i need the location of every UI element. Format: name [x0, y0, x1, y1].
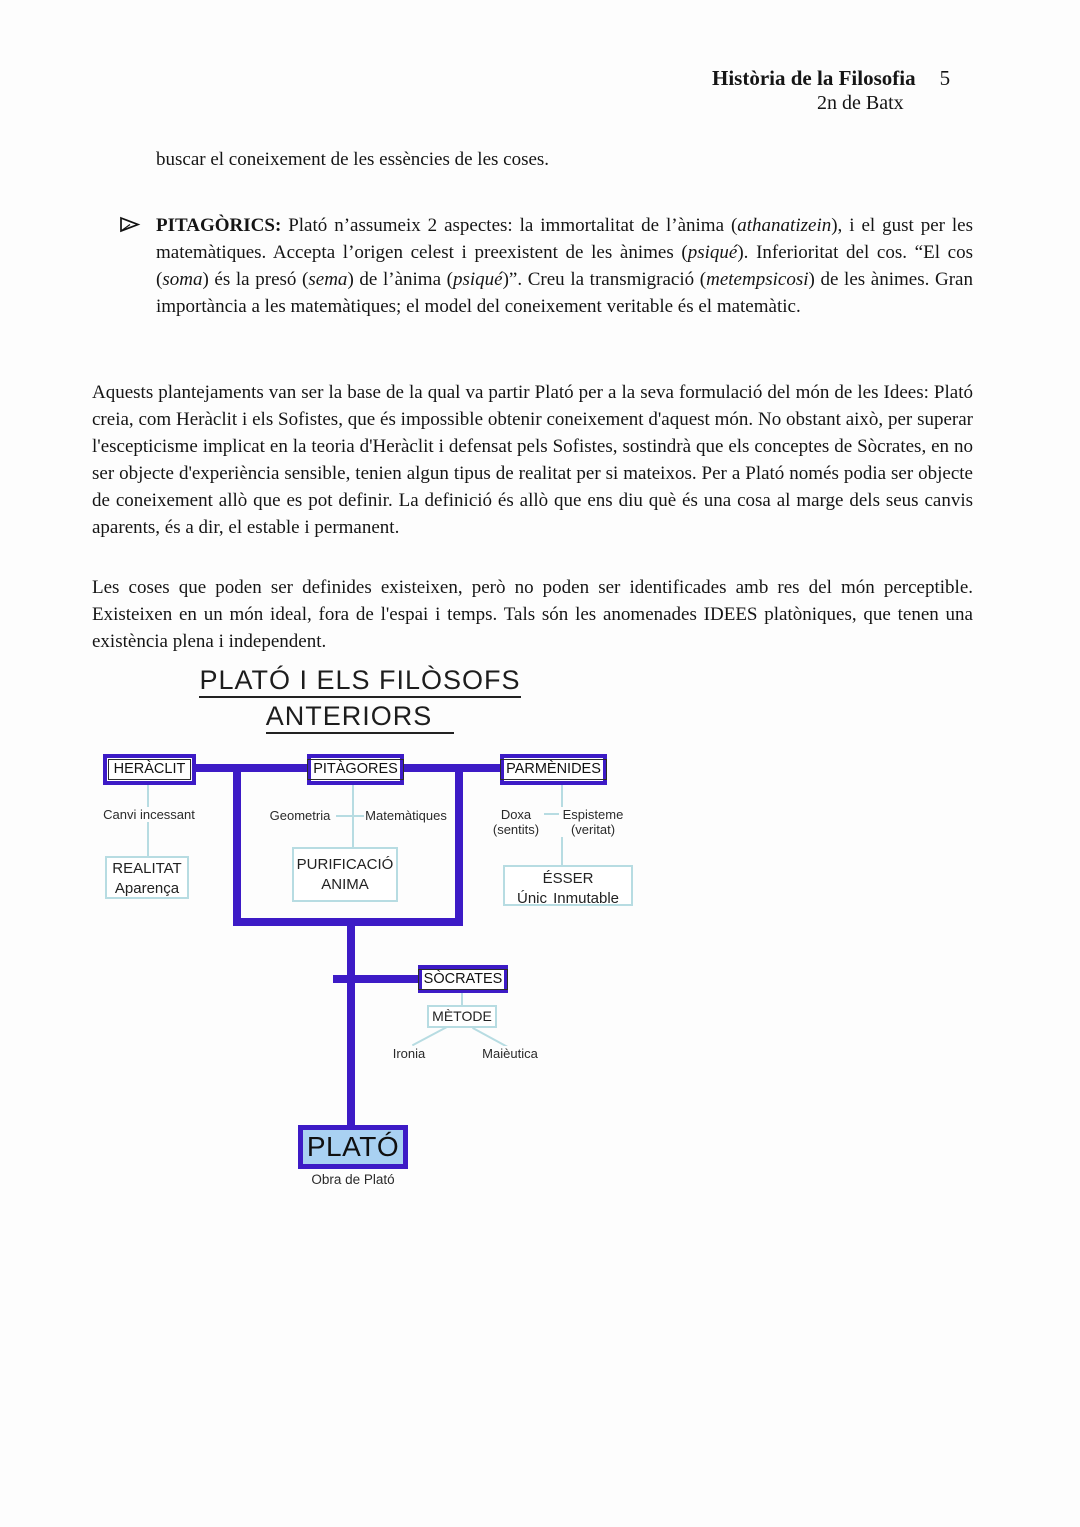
node-esser — [503, 865, 633, 906]
node-purificacio — [292, 847, 398, 902]
paragraph-2: Les coses que poden ser definides existeixen, però no poden ser identificades amb res del món perceptible. Existeixen en un món ideal, fora de l'espai i temps. Tals són les anomenades IDEES platòniques, que tenen una existència plena i independent. — [92, 577, 973, 652]
node-socrates-label: SÒCRATES — [418, 969, 509, 990]
paragraph-1: Aquests plantejaments van ser la base de la qual va partir Plató per a la seva formulació del món de les Idees: Plató creia, com Heràclit i els Sofistes, que és impossible obtenir coneixement d'aquest món. No obstant això, per superar l'escepticisme implicat en la teoria d'Heràclit i defensat pels Sofistes, sostindrà que els conceptes de Sòcrates, en no ser objecte d'experiència sensible, tenien algun tipus de realitat per si mateixos. Per a Plató només podia ser objecte de coneixement allò que es pot definir. La definició és allò que ens diu què és una cosa al marge dels seus canvis aparents, és a dir, el estable i permanent. — [92, 382, 973, 538]
node-esser-inmutable: Inmutable — [553, 890, 619, 907]
bullet-seg-5: ) de l’ànima ( — [347, 269, 453, 290]
bullet-seg-4: ) és la presó ( — [202, 269, 309, 290]
connector-socrates-branch — [333, 975, 418, 983]
header-title: Història de la Filosofia — [712, 66, 916, 90]
label-espisteme-line1: Espisteme — [562, 807, 624, 822]
bullet-italic-5: psiqué — [452, 269, 503, 290]
node-realitat — [105, 856, 189, 899]
diagram-title — [150, 662, 570, 734]
bullet-seg-3: ). Inferioritat del cos. “El cos ( — [156, 242, 973, 290]
bullet-item — [92, 212, 973, 320]
node-plato — [298, 1125, 408, 1169]
node-parmenides-label: PARMÈNIDES — [500, 759, 607, 780]
diagram-title-line1: PLATÓ I ELS FILÒSOFS — [199, 665, 520, 698]
label-espisteme — [559, 807, 627, 837]
header-course: 2n de Batx — [817, 92, 904, 114]
node-purificacio-line1: PURIFICACIÓ — [296, 856, 394, 873]
node-parmenides — [500, 754, 607, 785]
label-obra-de-plato: Obra de Plató — [300, 1172, 406, 1187]
intro-line: buscar el coneixement de les essències de les coses. — [156, 149, 550, 170]
bullet-italic-4: sema — [308, 269, 348, 290]
node-esser-line1: ÉSSER — [542, 870, 594, 887]
diagram-title-line2: ANTERIORS — [266, 701, 455, 734]
connector-left-vertical — [233, 764, 241, 926]
label-doxa — [488, 807, 544, 837]
bullet-italic-3: soma — [162, 269, 203, 290]
label-doxa-line1: Doxa — [500, 807, 532, 822]
bullet-term: PITAGÒRICS: — [156, 215, 282, 236]
connector-middle-vertical — [347, 918, 355, 1125]
label-matematiques: Matemàtiques — [365, 808, 447, 823]
page-header — [712, 66, 950, 91]
node-purificacio-line2: ANIMA — [321, 876, 369, 893]
bullet-arrow-icon — [119, 216, 141, 233]
node-pitagores — [307, 754, 404, 785]
node-heraclit — [103, 754, 196, 785]
node-pitagores-label: PITÀGORES — [307, 759, 404, 780]
label-ironia: Ironia — [388, 1046, 430, 1061]
label-maieutica: Maièutica — [478, 1046, 542, 1061]
page-number: 5 — [939, 66, 951, 90]
bullet-text — [156, 212, 973, 320]
node-realitat-line1: REALITAT — [112, 860, 182, 877]
node-metode-label: MÈTODE — [432, 1008, 492, 1024]
node-esser-unic: Únic — [517, 890, 548, 907]
connector-metode-maieutica — [472, 1027, 508, 1048]
label-geometria: Geometria — [266, 808, 334, 823]
connector-metode-ironia — [412, 1025, 449, 1046]
bullet-seg-2: ), i el gust per les matemàtiques. Accepta l’origen celest i preexistent de les ànimes ( — [156, 215, 974, 263]
node-realitat-line2: Aparença — [114, 880, 180, 897]
label-canvi-incessant: Canvi incessant — [95, 807, 203, 822]
label-espisteme-line2: (veritat) — [570, 822, 616, 837]
node-heraclit-label: HERÀCLIT — [108, 759, 192, 780]
bullet-italic-6: metempsicosi — [706, 269, 809, 290]
connector-socrates-metode — [461, 993, 463, 1005]
node-metode — [427, 1005, 497, 1028]
bullet-italic-2: psiqué — [687, 242, 738, 263]
bullet-italic-1: athanatizein — [737, 215, 832, 236]
node-plato-label: PLATÓ — [306, 1131, 400, 1162]
bullet-seg-1: Plató n’assumeix 2 aspectes: la immortalitat de l’ànima ( — [281, 215, 738, 236]
bullet-seg-7: ) de les ànimes. Gran importància a les matemàtiques; el model del coneixement veritable és el matemàtic. — [156, 269, 973, 317]
label-doxa-line2: (sentits) — [492, 822, 540, 837]
bullet-seg-6: )”. Creu la transmigració ( — [502, 269, 707, 290]
node-socrates — [418, 965, 508, 993]
connector-right-vertical — [455, 764, 463, 926]
